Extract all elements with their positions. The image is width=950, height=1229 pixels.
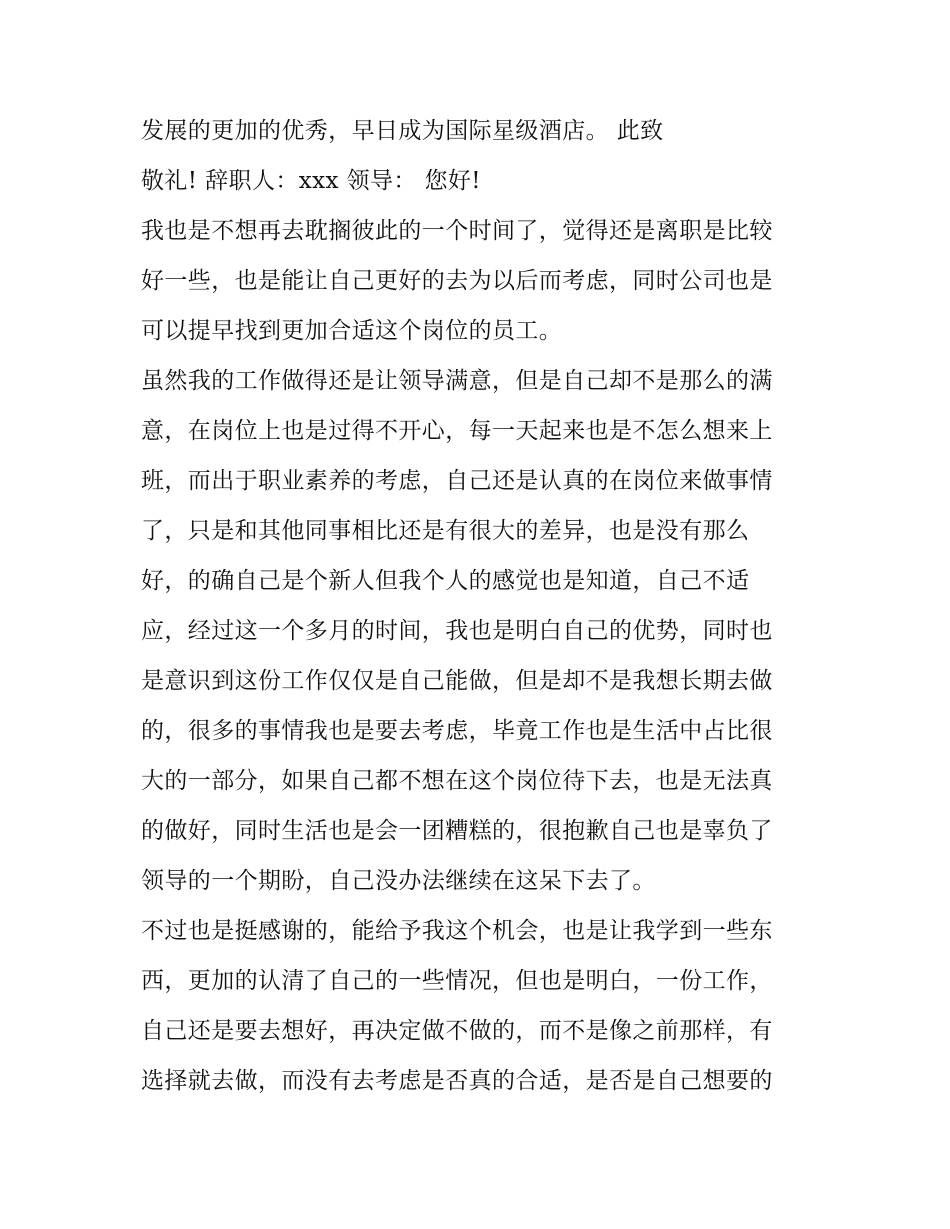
text-line: 发展的更加的优秀，早日成为国际星级酒店。 此致 — [141, 118, 664, 144]
text-line: 好，的确自己是个新人但我个人的感觉也是知道，自己不适 — [141, 568, 750, 594]
text-line: 可以提早找到更加合适这个岗位的员工。 — [141, 318, 563, 344]
text-line: 西，更加的认清了自己的一些情况，但也是明白，一份工作， — [141, 968, 773, 994]
text-line: 应，经过这一个多月的时间，我也是明白自己的优势，同时也 — [141, 618, 773, 644]
text-line: 的，很多的事情我也是要去考虑，毕竟工作也是生活中占比很 — [141, 718, 773, 744]
text-line: 班，而出于职业素养的考虑，自己还是认真的在岗位来做事情 — [141, 468, 773, 494]
text-line: 是意识到这份工作仅仅是自己能做，但是却不是我想长期去做 — [141, 668, 773, 694]
text-line: 大的一部分，如果自己都不想在这个岗位待下去，也是无法真 — [141, 768, 773, 794]
text-line: 不过也是挺感谢的，能给予我这个机会，也是让我学到一些东 — [141, 918, 773, 944]
text-line: 了，只是和其他同事相比还是有很大的差异，也是没有那么 — [141, 518, 750, 544]
text-line: 敬礼! 辞职人：xxx 领导： 您好! — [141, 168, 481, 194]
text-line: 自己还是要去想好，再决定做不做的，而不是像之前那样，有 — [141, 1018, 773, 1044]
text-line: 领导的一个期盼，自己没办法继续在这呆下去了。 — [141, 868, 656, 894]
text-line: 意，在岗位上也是过得不开心，每一天起来也是不怎么想来上 — [141, 418, 773, 444]
text-line: 好一些，也是能让自己更好的去为以后而考虑，同时公司也是 — [141, 268, 773, 294]
text-line: 我也是不想再去耽搁彼此的一个时间了，觉得还是离职是比较 — [141, 218, 773, 244]
text-line: 选择就去做，而没有去考虑是否真的合适，是否是自己想要的 — [141, 1068, 773, 1094]
text-line: 虽然我的工作做得还是让领导满意，但是自己却不是那么的满 — [141, 368, 773, 394]
text-line: 的做好，同时生活也是会一团糟糕的，很抱歉自己也是辜负了 — [141, 818, 773, 844]
